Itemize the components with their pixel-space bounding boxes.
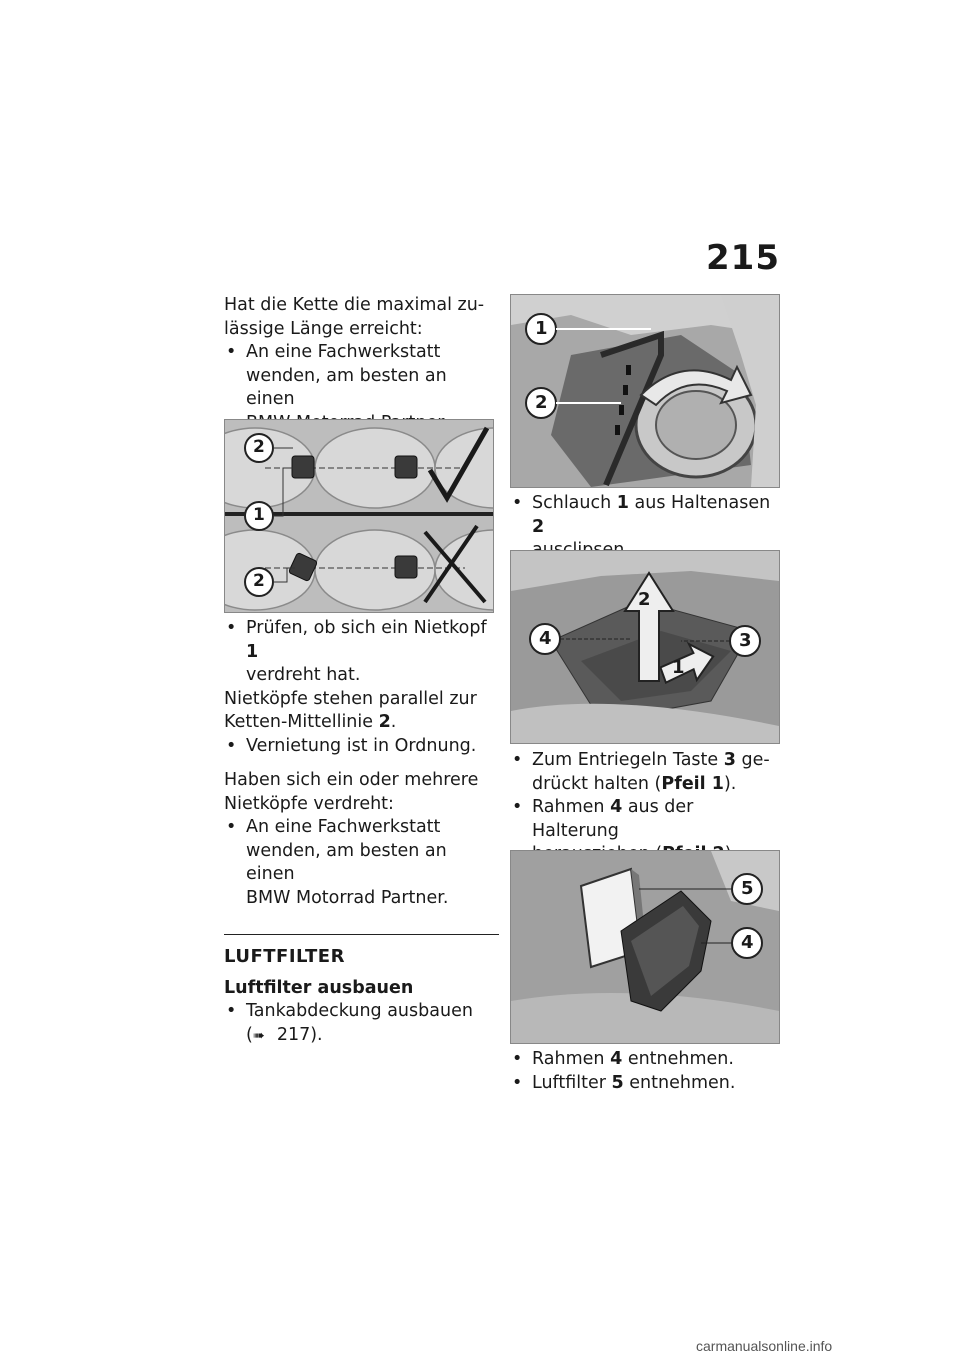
fig3-label-2: 2	[638, 589, 651, 610]
bullet-release-button: • Zum Entriegeln Taste 3 ge- drückt halten (Pfeil 1).	[510, 749, 785, 796]
bullet-remove-frame: • Rahmen 4 entnehmen.	[510, 1048, 785, 1072]
twisted-line-1: Haben sich ein oder mehrere	[224, 770, 479, 790]
bullet-check-rivet: • Prüfen, ob sich ein Nietkopf 1 verdreht hat.	[224, 617, 499, 688]
right-text-3	[510, 1048, 785, 1095]
right-text-2	[510, 749, 785, 867]
fig4-label-4: 4	[741, 932, 754, 953]
frame-release-figure	[510, 550, 780, 744]
section-heading: LUFTFILTER	[224, 946, 345, 967]
page-number: 215	[706, 238, 780, 278]
air-filter-figure	[510, 850, 780, 1044]
left-column	[224, 294, 494, 435]
chain-rivet-figure	[224, 419, 494, 613]
bullet-tank-cover: • Tankabdeckung ausbauen (➠ 217).	[224, 1000, 499, 1048]
intro-line-2: lässige Länge erreicht:	[224, 318, 423, 339]
fig3-label-4: 4	[539, 628, 552, 649]
section-divider	[224, 934, 499, 935]
intro-line-1: Hat die Kette die maximal zu-	[224, 295, 485, 315]
watermark-footer: carmanualsonline.info	[696, 1338, 833, 1354]
left-column-lower	[224, 617, 499, 1048]
subsection-heading: Luftfilter ausbauen	[224, 977, 414, 998]
bullet-pull-frame: • Rahmen 4 aus der Halterung	[510, 796, 785, 867]
bullet-remove-filter: • Luftfilter 5 entnehmen.	[510, 1072, 785, 1096]
chain-rivet-illustration	[225, 420, 493, 612]
fig3-label-3: 3	[739, 630, 752, 651]
bullet-riveting-ok: • Vernietung ist in Ordnung.	[224, 735, 499, 759]
bullet-workshop-1: • An eine Fachwerkstatt wenden, am besten an einen	[224, 341, 494, 435]
parallel-line-1: Nietköpfe stehen parallel zur	[224, 688, 477, 709]
air-filter-illustration	[511, 851, 779, 1043]
hose-clips-figure	[510, 294, 780, 488]
fig4-label-5: 5	[741, 878, 754, 899]
twisted-line-2: Nietköpfe verdreht:	[224, 793, 394, 814]
page-ref-arrow-icon: ➠	[252, 1027, 265, 1044]
page-ref-link[interactable]: 217).	[276, 1024, 323, 1045]
fig1-label-2-bottom: 2	[253, 571, 265, 591]
parallel-line-2: Ketten-Mittellinie 2.	[224, 712, 397, 732]
fig3-label-1: 1	[672, 657, 685, 678]
bullet-hose: • Schlauch 1 aus Haltenasen 2	[510, 492, 785, 563]
fig1-label-1: 1	[253, 505, 265, 525]
fig2-label-2: 2	[535, 392, 548, 413]
hose-clips-illustration	[511, 295, 779, 487]
bullet-workshop-2: • An eine Fachwerkstatt wenden, am besten an einen BMW Motorrad Partner.	[224, 816, 499, 910]
fig1-label-2-top: 2	[253, 437, 265, 457]
fig2-label-1: 1	[535, 318, 548, 339]
